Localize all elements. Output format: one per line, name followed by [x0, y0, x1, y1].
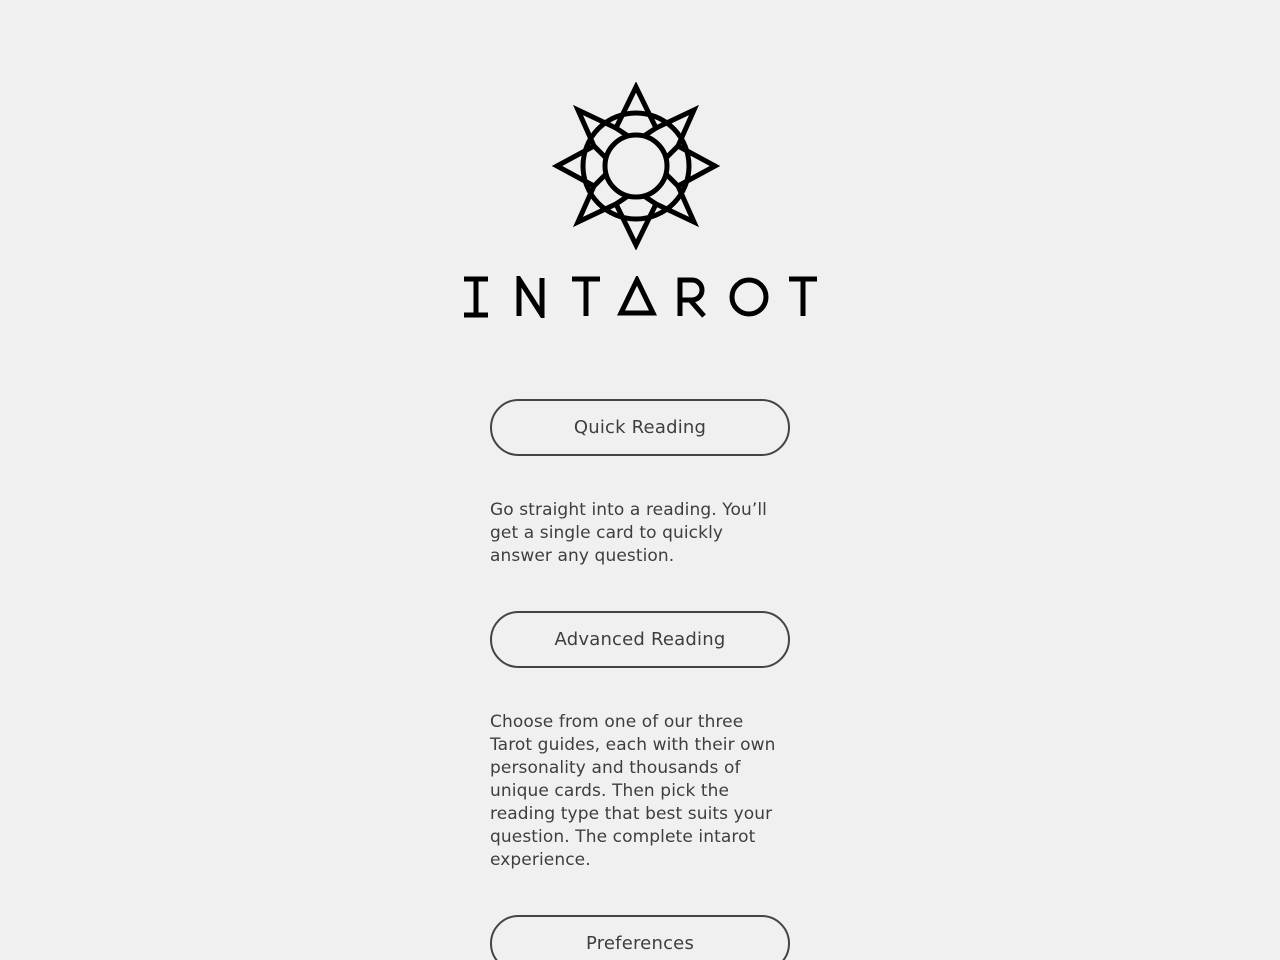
preferences-button[interactable]: Preferences: [490, 915, 790, 960]
quick-reading-description: Go straight into a reading. You’ll get a single card to quickly answer any question.: [490, 500, 767, 566]
advanced-reading-button[interactable]: Advanced Reading: [490, 611, 790, 668]
intarot-logo-icon: [552, 82, 720, 250]
intarot-wordmark: [460, 276, 820, 318]
quick-reading-button[interactable]: Quick Reading: [490, 399, 790, 456]
advanced-reading-description: Choose from one of our three Tarot guides, each with their own personality and thousands of unique cards. Then pick the reading type that best suits your question. The complete intarot experience.: [490, 712, 776, 870]
